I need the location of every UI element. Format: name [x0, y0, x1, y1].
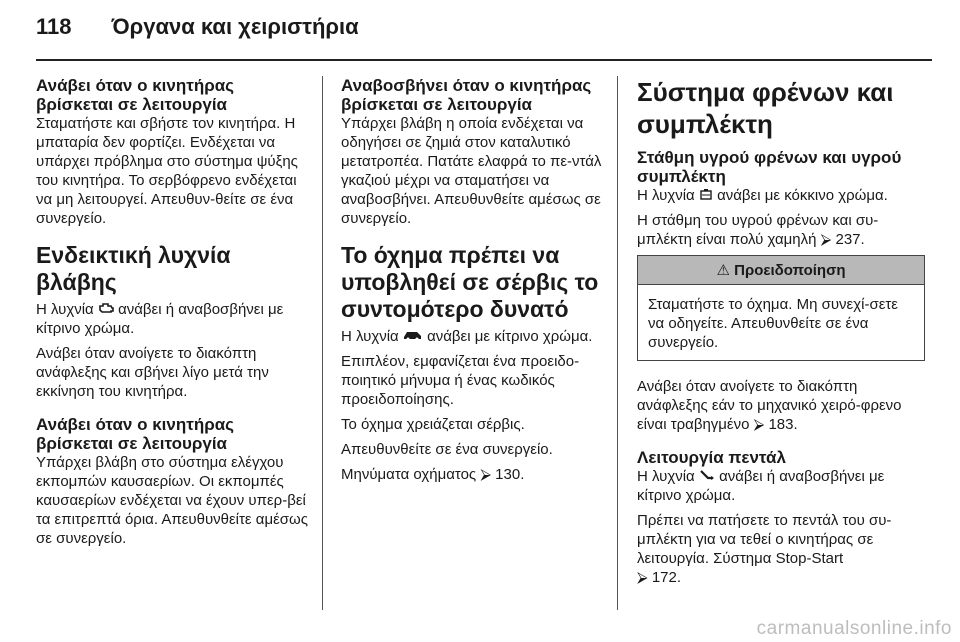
engine-icon [98, 301, 114, 317]
paragraph: Η λυχνία ανάβει ή αναβοσβήνει με κίτρινο χρώμα. [36, 301, 284, 337]
column-3 [637, 76, 925, 593]
paragraph: Πρέπει να πατήσετε το πεντάλ του συ-μπλέκτη για να τεθεί ο κινητήρας σε λειτουργία. Σύστημα Stop-Start ⮚ 172. [637, 512, 892, 586]
page-number: 118 [36, 14, 72, 39]
page-reference[interactable]: 237. [835, 231, 865, 248]
paragraph: Ανάβει όταν ανοίγετε το διακόπτη ανάφλεξης εάν το μηχανικό χειρό-φρενο είναι τραβηγμένο ⮚ 183. [637, 378, 902, 433]
section-heading: Ανάβει όταν ο κινητήρας βρίσκεται σε λειτουργία [36, 76, 235, 114]
paragraph: Η λυχνία ανάβει ή αναβοσβήνει με κίτρινο χρώμα. [637, 468, 885, 504]
section-heading: Ενδεικτική λυχνία βλάβης [36, 242, 231, 295]
wrench-car-icon [403, 328, 423, 344]
page-reference-icon: ⮚ [480, 466, 491, 483]
paragraph: Επιπλέον, εμφανίζεται ένα προειδο-ποιητικό μήνυμα ή ένας κωδικός προειδοποίησης. [341, 353, 580, 408]
chapter-title: Σύστημα φρένων και συμπλέκτη [637, 77, 894, 139]
paragraph: Η λυχνία ανάβει με κόκκινο χρώμα. [637, 187, 888, 204]
column-divider [322, 76, 323, 610]
paragraph: Μηνύματα οχήματος ⮚ 130. [341, 466, 525, 483]
paragraph: Το όχημα χρειάζεται σέρβις. [341, 416, 525, 433]
section-heading: Το όχημα πρέπει να υποβληθεί σε σέρβις το συντομότερο δυνατό [341, 242, 599, 322]
column-divider [617, 76, 618, 610]
page-reference-icon: ⮚ [637, 569, 648, 586]
warning-text: Σταματήστε το όχημα. Μη συνεχί-σετε να οδηγείτε. Απευθυνθείτε σε ένα συνεργείο. [648, 296, 898, 351]
warning-title: Προειδοποίηση [734, 262, 846, 279]
clutch-pedal-icon [699, 468, 715, 484]
page-reference[interactable]: 130. [495, 466, 525, 483]
warning-header [638, 256, 924, 285]
warning-box [637, 255, 925, 361]
warning-triangle-icon: ⚠ [716, 262, 730, 279]
paragraph: Απευθυνθείτε σε ένα συνεργείο. [341, 441, 553, 458]
section-heading: Αναβοσβήνει όταν ο κινητήρας βρίσκεται σε λειτουργία [341, 76, 592, 114]
section-heading: Ανάβει όταν ο κινητήρας βρίσκεται σε λειτουργία [36, 415, 235, 453]
page-reference-icon: ⮚ [753, 416, 765, 433]
section-heading: Λειτουργία πεντάλ [637, 448, 786, 467]
warning-body [638, 285, 924, 360]
paragraph: Υπάρχει βλάβη στο σύστημα ελέγχου εκπομπών καυσαερίων. Οι εκπομπές καυσαερίων ενδέχεται να έχουν υπερ-βεί τα επιτρεπτά όρια. Απευθυνθείτε αμέσως σε συνεργείο. [36, 454, 308, 547]
column-1 [36, 76, 312, 554]
brake-fluid-icon [699, 187, 713, 203]
watermark: carmanualsonline.info [756, 618, 952, 639]
page-reference-icon: ⮚ [820, 231, 832, 248]
paragraph: Σταματήστε και σβήστε τον κινητήρα. Η μπαταρία δεν φορτίζει. Ενδέχεται να υπάρχει πρόβλημα στο σύστημα ψύξης του κινητήρα. Το σερβόφρενο ενδέχεται να μη λειτουργεί. Απευθυν-θείτε σε ένα συνεργείο. [36, 115, 298, 227]
header-rule [36, 59, 932, 61]
section-heading: Στάθμη υγρού φρένων και υγρού συμπλέκτη [637, 148, 902, 186]
page-header [36, 14, 359, 40]
paragraph: Η στάθμη του υγρού φρένων και συ-μπλέκτη είναι πολύ χαμηλή ⮚ 237. [637, 212, 879, 248]
page-reference[interactable]: 183. [768, 416, 798, 433]
column-2 [341, 76, 617, 490]
paragraph: Η λυχνία ανάβει με κίτρινο χρώμα. [341, 328, 593, 345]
paragraph: Ανάβει όταν ανοίγετε το διακόπτη ανάφλεξης και σβήνει λίγο μετά την εκκίνηση του κινητήρα. [36, 345, 269, 400]
page-reference[interactable]: 172. [651, 569, 682, 586]
paragraph: Υπάρχει βλάβη η οποία ενδέχεται να οδηγήσει σε ζημιά στον καταλυτικό μετατροπέα. Πατάτε ελαφρά το πε-ντάλ γκαζιού μέχρι να σταματήσει να αναβοσβήνει. Απευθυνθείτε αμέσως σε συνεργείο. [341, 115, 602, 227]
page-title: Όργανα και χειριστήρια [111, 14, 359, 39]
